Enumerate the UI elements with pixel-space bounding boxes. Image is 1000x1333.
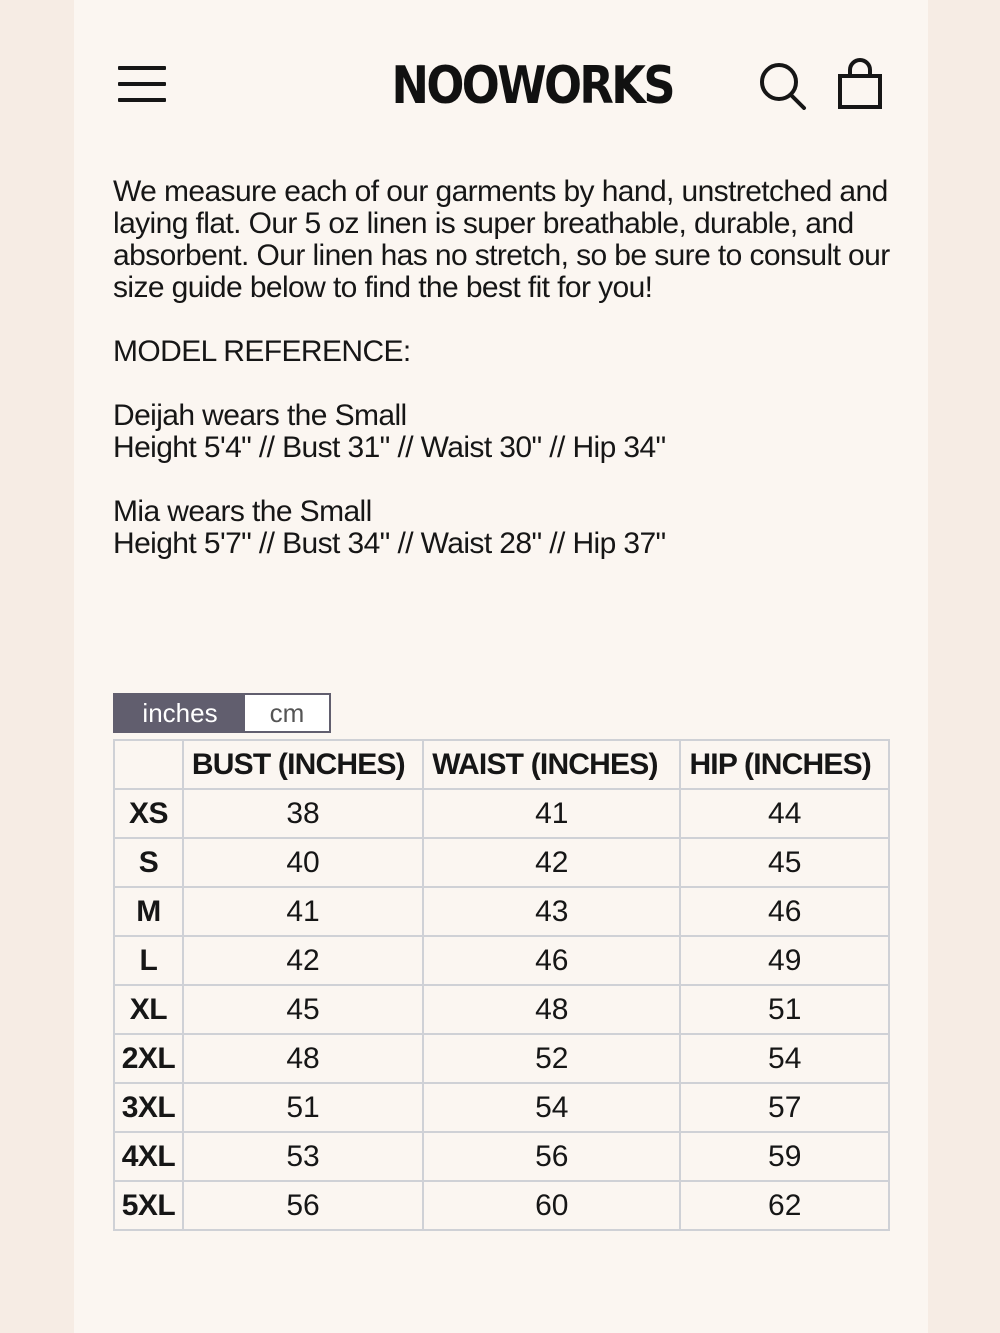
- table-row: [114, 838, 889, 887]
- bust-cell: 42: [183, 936, 423, 985]
- bust-cell: 40: [183, 838, 423, 887]
- bust-cell: 41: [183, 887, 423, 936]
- header-cell-size: [114, 740, 183, 789]
- hip-cell: 59: [680, 1132, 889, 1181]
- waist-cell: 60: [423, 1181, 680, 1230]
- size-cell: S: [114, 838, 183, 887]
- header-cell-bust: BUST (INCHES): [183, 740, 423, 789]
- intro-text: We measure each of our garments by hand, unstretched and laying flat. Our 5 oz linen is super breathable, durable, and absorbent. Our linen has no stretch, so be sure to consult our size guide below to find the best fit for you!: [113, 175, 890, 304]
- size-cell: 2XL: [114, 1034, 183, 1083]
- header-cell-waist: WAIST (INCHES): [423, 740, 680, 789]
- model-name-line: Mia wears the Small: [113, 495, 372, 528]
- hip-cell: 46: [680, 887, 889, 936]
- search-icon[interactable]: [758, 60, 808, 110]
- bust-cell: 53: [183, 1132, 423, 1181]
- size-cell: 3XL: [114, 1083, 183, 1132]
- waist-cell: 52: [423, 1034, 680, 1083]
- size-cell: 4XL: [114, 1132, 183, 1181]
- size-table: [113, 739, 890, 1231]
- bust-cell: 45: [183, 985, 423, 1034]
- table-header-row: [114, 740, 889, 789]
- waist-cell: 56: [423, 1132, 680, 1181]
- table-row: [114, 1132, 889, 1181]
- waist-cell: 48: [423, 985, 680, 1034]
- unit-toggle: [113, 693, 331, 733]
- size-cell: XS: [114, 789, 183, 838]
- hamburger-menu-icon[interactable]: [118, 66, 166, 106]
- model-reference-item: [113, 496, 903, 560]
- size-cell: M: [114, 887, 183, 936]
- header-cell-hip: HIP (INCHES): [680, 740, 889, 789]
- model-measurements: Height 5'4" // Bust 31" // Waist 30" // Hip 34": [113, 431, 666, 464]
- table-row: [114, 1181, 889, 1230]
- hip-cell: 45: [680, 838, 889, 887]
- unit-option-cm[interactable]: cm: [245, 695, 329, 731]
- page: [74, 0, 928, 1333]
- model-reference-item: [113, 400, 903, 464]
- waist-cell: 43: [423, 887, 680, 936]
- table-row: [114, 789, 889, 838]
- size-guide-copy: [113, 176, 903, 560]
- size-table-scroll[interactable]: [113, 739, 890, 1233]
- unit-option-inches[interactable]: inches: [115, 695, 245, 731]
- bust-cell: 38: [183, 789, 423, 838]
- table-row: [114, 1083, 889, 1132]
- table-row: [114, 936, 889, 985]
- table-row: [114, 985, 889, 1034]
- size-cell: L: [114, 936, 183, 985]
- waist-cell: 42: [423, 838, 680, 887]
- bust-cell: 51: [183, 1083, 423, 1132]
- hip-cell: 44: [680, 789, 889, 838]
- model-name-line: Deijah wears the Small: [113, 399, 407, 432]
- hip-cell: 49: [680, 936, 889, 985]
- size-cell: 5XL: [114, 1181, 183, 1230]
- hip-cell: 54: [680, 1034, 889, 1083]
- brand-logo[interactable]: NOOWORKS: [391, 56, 673, 116]
- table-row: [114, 1034, 889, 1083]
- waist-cell: 41: [423, 789, 680, 838]
- shopping-bag-icon[interactable]: [836, 58, 884, 110]
- bust-cell: 48: [183, 1034, 423, 1083]
- hip-cell: 51: [680, 985, 889, 1034]
- table-row: [114, 887, 889, 936]
- bust-cell: 56: [183, 1181, 423, 1230]
- hip-cell: 62: [680, 1181, 889, 1230]
- hip-cell: 57: [680, 1083, 889, 1132]
- model-measurements: Height 5'7" // Bust 34" // Waist 28" // Hip 37": [113, 527, 666, 560]
- waist-cell: 54: [423, 1083, 680, 1132]
- size-cell: XL: [114, 985, 183, 1034]
- model-reference-label: MODEL REFERENCE:: [113, 335, 411, 368]
- waist-cell: 46: [423, 936, 680, 985]
